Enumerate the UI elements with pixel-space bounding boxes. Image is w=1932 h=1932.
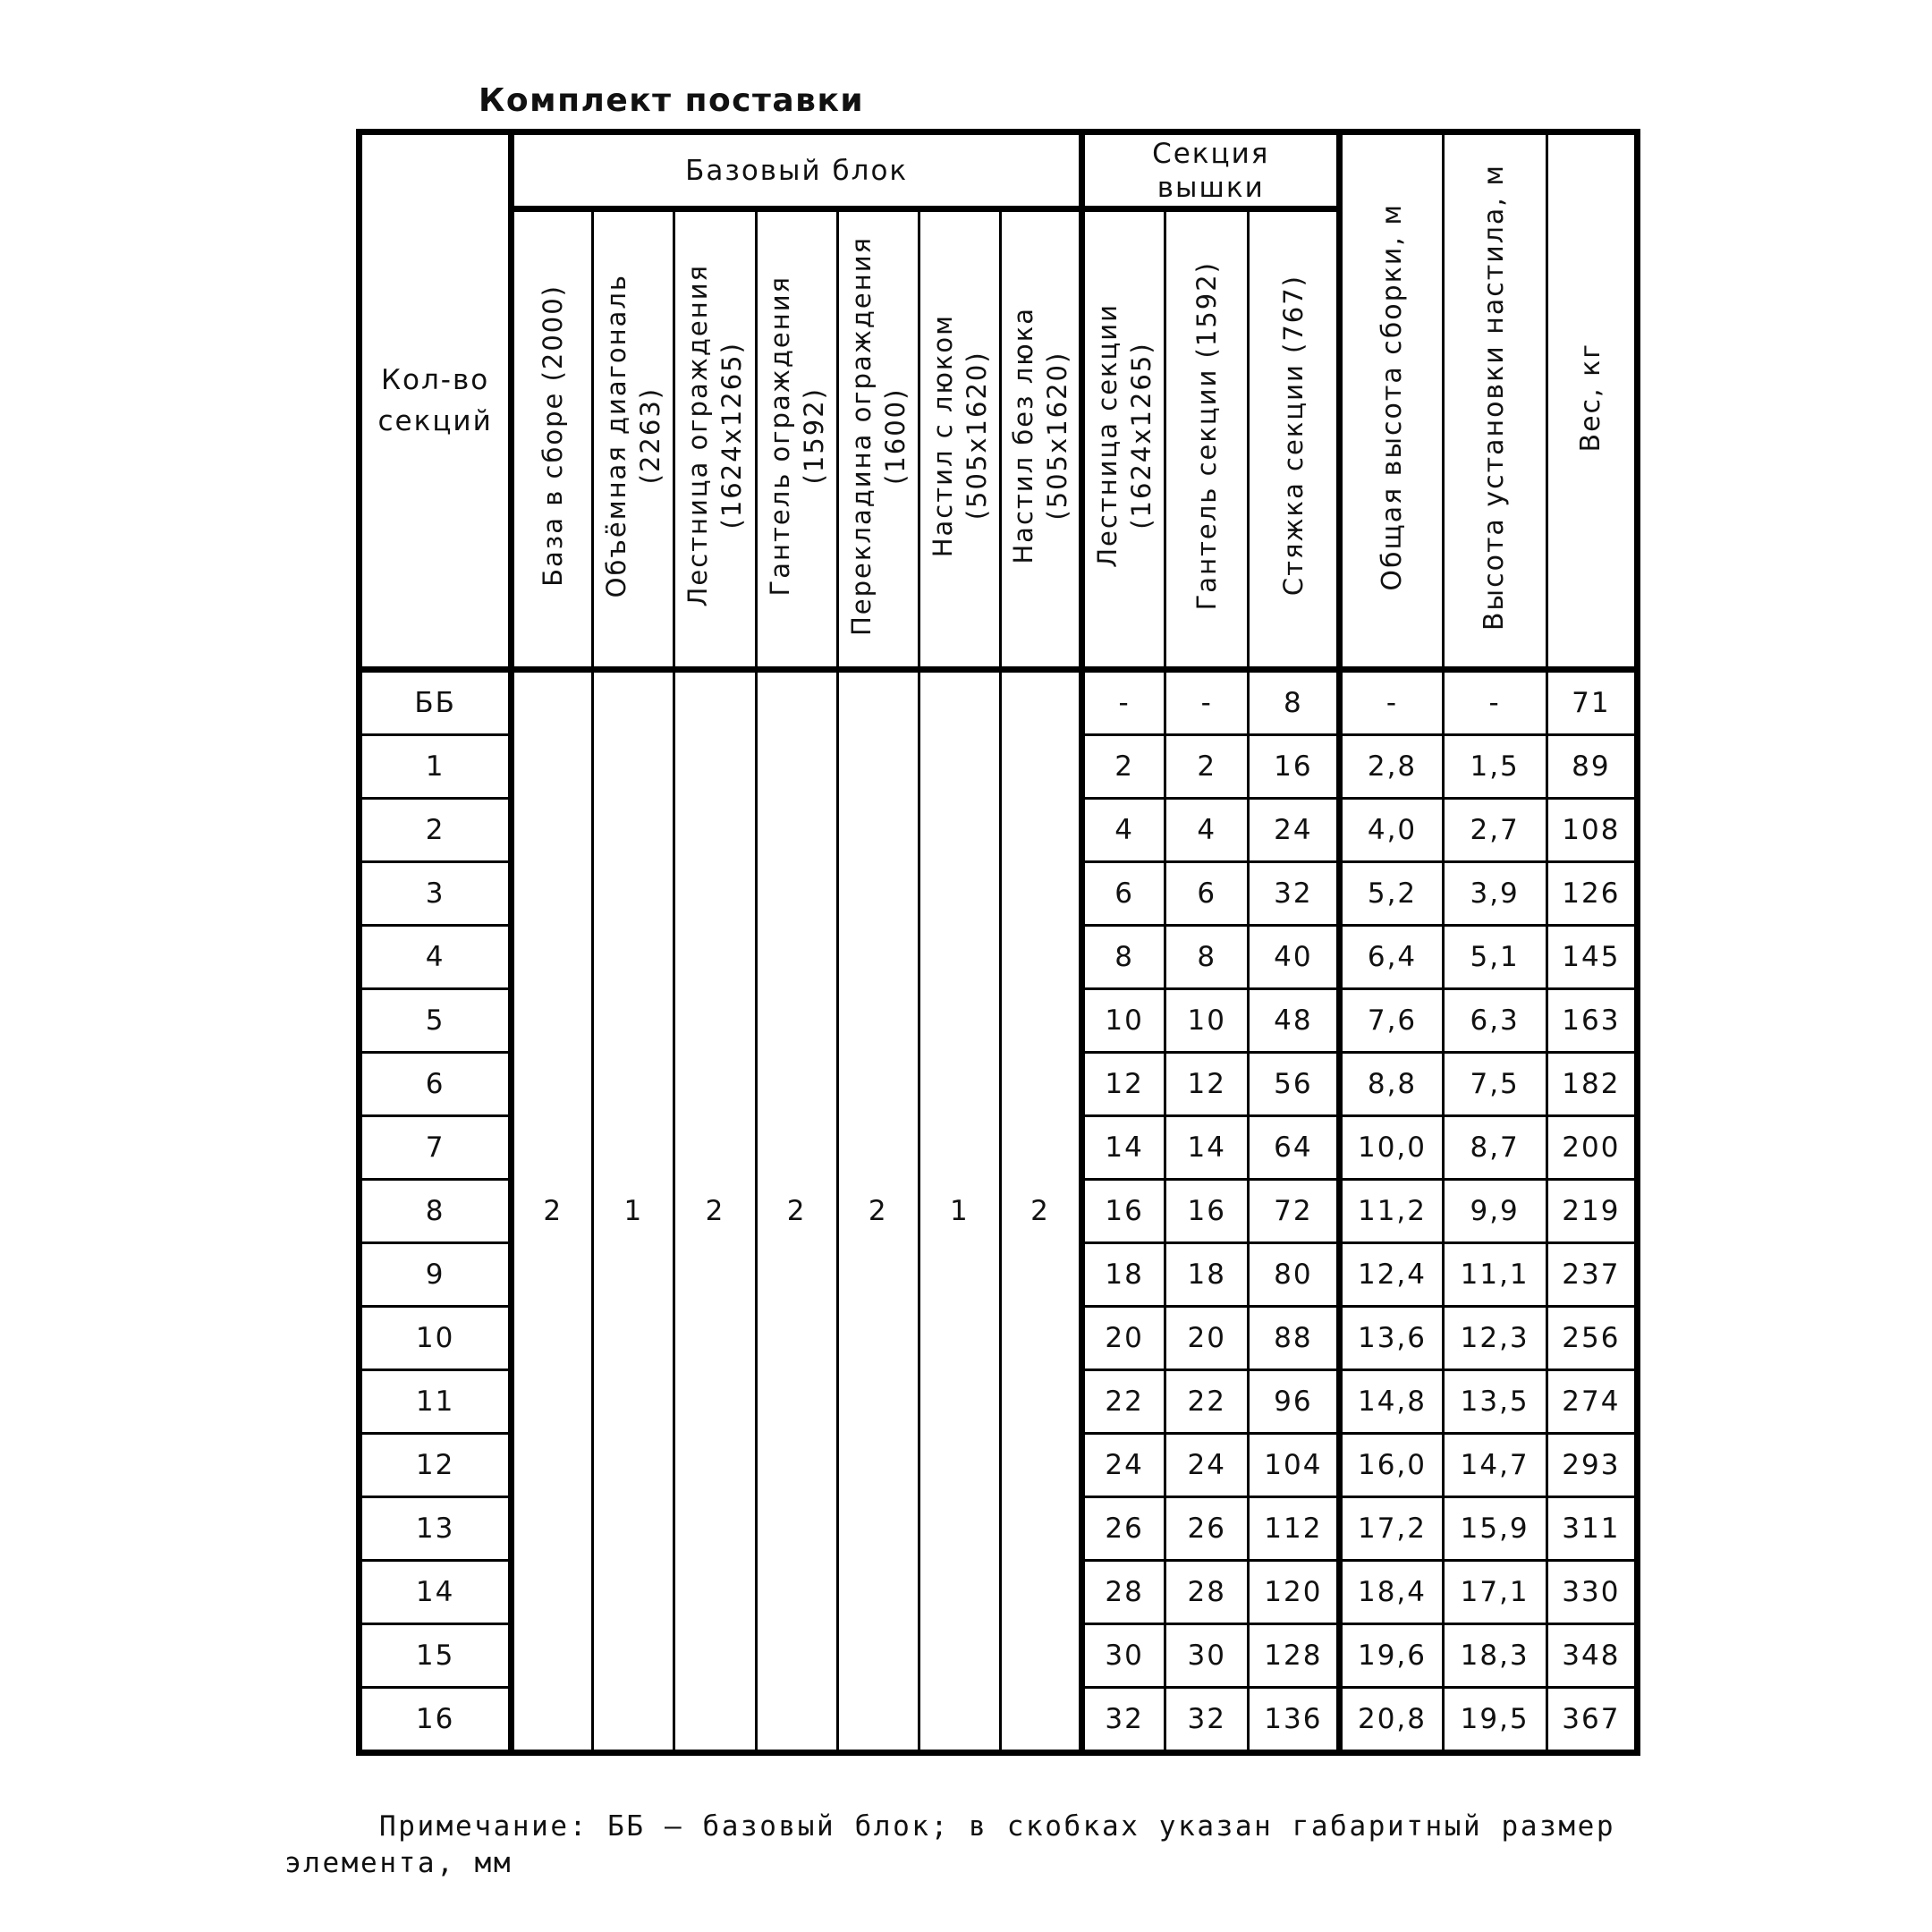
base-header-line1: Перекладина ограждения [845, 235, 877, 636]
weight-cell: 200 [1546, 1116, 1637, 1180]
base-header-line1: Лестница ограждения [682, 264, 714, 607]
base-header-2 [674, 209, 756, 670]
base-header-line2: (1600) [879, 386, 911, 485]
tie-cell: 72 [1249, 1180, 1340, 1243]
ladder-cell: 8 [1082, 926, 1165, 989]
tie-cell: 104 [1249, 1434, 1340, 1497]
deck-height-cell: 11,1 [1443, 1243, 1546, 1307]
total-height-cell: 13,6 [1340, 1307, 1443, 1370]
dumbbell-cell: 14 [1165, 1116, 1249, 1180]
footnote [284, 1809, 1662, 1882]
deck-height-cell: 5,1 [1443, 926, 1546, 989]
tie-cell: 88 [1249, 1307, 1340, 1370]
dumbbell-cell: 24 [1165, 1434, 1249, 1497]
tie-cell: 56 [1249, 1053, 1340, 1116]
base-block-value-cell: 2 [837, 670, 919, 1753]
total-height-cell: 19,6 [1340, 1624, 1443, 1688]
ladder-cell: 20 [1082, 1307, 1165, 1370]
tie-cell: 16 [1249, 735, 1340, 799]
dumbbell-cell: 16 [1165, 1180, 1249, 1243]
header-total-height [1340, 132, 1443, 670]
ladder-cell: 18 [1082, 1243, 1165, 1307]
base-header-label [681, 264, 749, 606]
base-header-label [763, 275, 831, 596]
sections-count-cell: ББ [360, 670, 512, 735]
header-total-height-label: Общая высота сборки, м [1376, 203, 1408, 591]
header-deck-height [1443, 132, 1546, 670]
base-header-line1: Гантель ограждения [764, 275, 795, 597]
ladder-cell: 6 [1082, 862, 1165, 926]
sections-count-cell: 14 [360, 1561, 512, 1624]
base-block-value-cell: 2 [674, 670, 756, 1753]
footnote-line-1: Примечание: ББ – базовый блок; в скобках указан габаритный размер [379, 1810, 1616, 1843]
total-height-cell: 11,2 [1340, 1180, 1443, 1243]
section-header-line2: (1624х1265) [1126, 342, 1157, 530]
deck-height-cell: 15,9 [1443, 1497, 1546, 1561]
sections-count-cell: 6 [360, 1053, 512, 1116]
base-header-line2: (1592) [798, 386, 829, 485]
base-header-line1: База в сборе (2000) [538, 284, 569, 587]
total-height-cell: 4,0 [1340, 799, 1443, 862]
tie-cell: 128 [1249, 1624, 1340, 1688]
tie-cell: 32 [1249, 862, 1340, 926]
total-height-cell: 16,0 [1340, 1434, 1443, 1497]
total-height-cell: - [1340, 670, 1443, 735]
tie-cell: 8 [1249, 670, 1340, 735]
base-header-4 [837, 209, 919, 670]
section-header-0 [1082, 209, 1165, 670]
base-header-label [1006, 307, 1074, 564]
header-sections-label: Кол-во секций [377, 364, 493, 437]
ladder-cell: 4 [1082, 799, 1165, 862]
dumbbell-cell: 26 [1165, 1497, 1249, 1561]
dumbbell-cell: 22 [1165, 1370, 1249, 1434]
weight-cell: 367 [1546, 1688, 1637, 1753]
sections-count-cell: 5 [360, 989, 512, 1053]
deck-height-cell: 6,3 [1443, 989, 1546, 1053]
tie-cell: 40 [1249, 926, 1340, 989]
ladder-cell: 12 [1082, 1053, 1165, 1116]
tie-cell: 64 [1249, 1116, 1340, 1180]
total-height-cell: 8,8 [1340, 1053, 1443, 1116]
weight-cell: 126 [1546, 862, 1637, 926]
total-height-cell: 17,2 [1340, 1497, 1443, 1561]
ladder-cell: 22 [1082, 1370, 1165, 1434]
total-height-cell: 18,4 [1340, 1561, 1443, 1624]
total-height-cell: 6,4 [1340, 926, 1443, 989]
tie-cell: 24 [1249, 799, 1340, 862]
base-block-value-cell: 2 [512, 670, 593, 1753]
ladder-cell: 10 [1082, 989, 1165, 1053]
deck-height-cell: 7,5 [1443, 1053, 1546, 1116]
sections-count-cell: 7 [360, 1116, 512, 1180]
footnote-line-2: элемента, мм [284, 1847, 513, 1879]
tie-cell: 112 [1249, 1497, 1340, 1561]
base-header-label [844, 236, 912, 636]
ladder-cell: 24 [1082, 1434, 1165, 1497]
section-header-line1: Стяжка секции (767) [1277, 275, 1309, 597]
dumbbell-cell: 18 [1165, 1243, 1249, 1307]
total-height-cell: 2,8 [1340, 735, 1443, 799]
base-block-value-cell: 2 [1000, 670, 1081, 1753]
deck-height-cell: 8,7 [1443, 1116, 1546, 1180]
base-block-value-cell: 2 [756, 670, 837, 1753]
dumbbell-cell: 30 [1165, 1624, 1249, 1688]
base-header-line1: Настил без люка [1007, 307, 1038, 564]
dumbbell-cell: 10 [1165, 989, 1249, 1053]
weight-cell: 89 [1546, 735, 1637, 799]
header-tower-section [1082, 132, 1340, 209]
ladder-cell: 14 [1082, 1116, 1165, 1180]
base-header-line2: (1624х1265) [716, 342, 748, 530]
base-block-value-cell: 1 [919, 670, 1000, 1753]
weight-cell: 108 [1546, 799, 1637, 862]
ladder-cell: - [1082, 670, 1165, 735]
dumbbell-cell: 4 [1165, 799, 1249, 862]
dumbbell-cell: 12 [1165, 1053, 1249, 1116]
sections-count-cell: 9 [360, 1243, 512, 1307]
section-header-line1: Лестница секции [1092, 303, 1123, 568]
base-header-line1: Настил с люком [927, 313, 958, 558]
total-height-cell: 20,8 [1340, 1688, 1443, 1753]
sections-count-cell: 13 [360, 1497, 512, 1561]
weight-cell: 348 [1546, 1624, 1637, 1688]
base-header-label [926, 314, 994, 557]
sections-count-cell: 10 [360, 1307, 512, 1370]
table-row [360, 670, 1638, 735]
base-header-0 [512, 209, 593, 670]
dumbbell-cell: 20 [1165, 1307, 1249, 1370]
header-tower-section-label: Секция вышки [1152, 137, 1270, 204]
sections-count-cell: 16 [360, 1688, 512, 1753]
ladder-cell: 32 [1082, 1688, 1165, 1753]
section-header-1 [1165, 209, 1249, 670]
sections-count-cell: 3 [360, 862, 512, 926]
weight-cell: 237 [1546, 1243, 1637, 1307]
ladder-cell: 2 [1082, 735, 1165, 799]
sections-count-cell: 2 [360, 799, 512, 862]
tie-cell: 136 [1249, 1688, 1340, 1753]
section-header-label [1090, 303, 1158, 568]
delivery-set-table [356, 129, 1640, 1756]
base-header-line2: (505х1620) [961, 351, 992, 521]
base-header-label [536, 284, 570, 587]
weight-cell: 293 [1546, 1434, 1637, 1497]
base-header-label [599, 274, 667, 597]
deck-height-cell: 9,9 [1443, 1180, 1546, 1243]
ladder-cell: 16 [1082, 1180, 1165, 1243]
deck-height-cell: 1,5 [1443, 735, 1546, 799]
dumbbell-cell: 6 [1165, 862, 1249, 926]
header-deck-height-label: Высота установки настила, м [1479, 163, 1511, 631]
weight-cell: 145 [1546, 926, 1637, 989]
weight-cell: 219 [1546, 1180, 1637, 1243]
weight-cell: 163 [1546, 989, 1637, 1053]
header-sections-count [360, 132, 512, 670]
base-block-value-cell: 1 [593, 670, 674, 1753]
sections-count-cell: 8 [360, 1180, 512, 1243]
weight-cell: 71 [1546, 670, 1637, 735]
deck-height-cell: 14,7 [1443, 1434, 1546, 1497]
weight-cell: 330 [1546, 1561, 1637, 1624]
total-height-cell: 14,8 [1340, 1370, 1443, 1434]
base-header-3 [756, 209, 837, 670]
tie-cell: 120 [1249, 1561, 1340, 1624]
base-header-line1: Объёмная диагональ [601, 273, 632, 598]
ladder-cell: 26 [1082, 1497, 1165, 1561]
tie-cell: 48 [1249, 989, 1340, 1053]
tie-cell: 96 [1249, 1370, 1340, 1434]
base-header-5 [919, 209, 1000, 670]
sections-count-cell: 11 [360, 1370, 512, 1434]
base-header-line2: (505х1620) [1041, 351, 1072, 521]
tie-cell: 80 [1249, 1243, 1340, 1307]
sections-count-cell: 12 [360, 1434, 512, 1497]
sections-count-cell: 15 [360, 1624, 512, 1688]
sections-count-cell: 1 [360, 735, 512, 799]
header-base-block: Базовый блок [512, 132, 1082, 209]
header-weight [1546, 132, 1637, 670]
dumbbell-cell: 28 [1165, 1561, 1249, 1624]
ladder-cell: 28 [1082, 1561, 1165, 1624]
total-height-cell: 7,6 [1340, 989, 1443, 1053]
header-weight-label: Вес, кг [1574, 342, 1606, 453]
ladder-cell: 30 [1082, 1624, 1165, 1688]
weight-cell: 182 [1546, 1053, 1637, 1116]
dumbbell-cell: 2 [1165, 735, 1249, 799]
deck-height-cell: 18,3 [1443, 1624, 1546, 1688]
section-header-label [1276, 275, 1310, 596]
total-height-cell: 12,4 [1340, 1243, 1443, 1307]
total-height-cell: 10,0 [1340, 1116, 1443, 1180]
weight-cell: 311 [1546, 1497, 1637, 1561]
section-header-2 [1249, 209, 1340, 670]
dumbbell-cell: - [1165, 670, 1249, 735]
deck-height-cell: - [1443, 670, 1546, 735]
section-header-line1: Гантель секции (1592) [1191, 260, 1223, 611]
deck-height-cell: 19,5 [1443, 1688, 1546, 1753]
dumbbell-cell: 32 [1165, 1688, 1249, 1753]
sections-count-cell: 4 [360, 926, 512, 989]
base-header-6 [1000, 209, 1081, 670]
total-height-cell: 5,2 [1340, 862, 1443, 926]
dumbbell-cell: 8 [1165, 926, 1249, 989]
section-header-label [1190, 261, 1224, 610]
deck-height-cell: 3,9 [1443, 862, 1546, 926]
deck-height-cell: 17,1 [1443, 1561, 1546, 1624]
base-header-line2: (2263) [635, 386, 666, 485]
deck-height-cell: 12,3 [1443, 1307, 1546, 1370]
document-title: Комплект поставки [479, 82, 865, 119]
weight-cell: 256 [1546, 1307, 1637, 1370]
base-header-1 [593, 209, 674, 670]
deck-height-cell: 13,5 [1443, 1370, 1546, 1434]
deck-height-cell: 2,7 [1443, 799, 1546, 862]
weight-cell: 274 [1546, 1370, 1637, 1434]
